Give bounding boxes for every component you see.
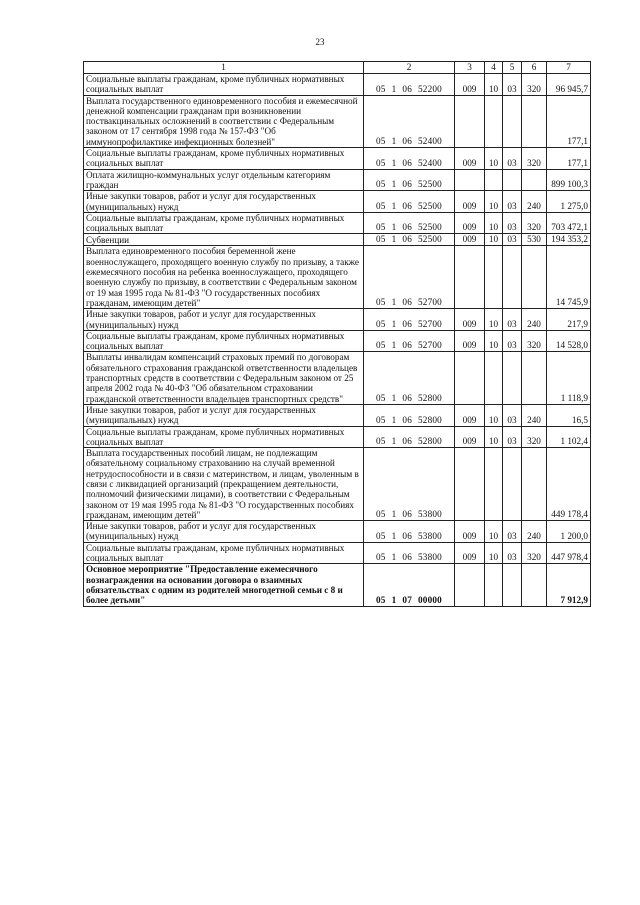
row-c6: 530 [522, 234, 547, 246]
code-part: 52500 [418, 200, 442, 211]
row-description: Выплата государственных пособий лицам, не подлежащим обязательному социальному страхованию на случай временной нетрудоспособности и в связи с материнством, и лицам, уволенным в связи с ликвидацией организаций (прекращением деятельности, полномочий физическими лицами), в соответствии с Федеральным законом от 19 мая 1995 года № 81-ФЗ "О государственных пособиях гражданам, имеющим детей" [84, 448, 364, 521]
code-part: 05 [376, 222, 386, 233]
row-c5: 03 [503, 148, 522, 170]
code-part: 52500 [418, 179, 442, 190]
code-part: 06 [402, 136, 412, 147]
row-code [364, 95, 455, 147]
code-part: 00000 [418, 594, 442, 605]
row-amount: 16,5 [547, 404, 591, 426]
row-amount: 7 912,9 [547, 564, 591, 606]
code-part: 06 [402, 234, 412, 245]
row-c6 [522, 448, 547, 521]
code-part: 06 [402, 436, 412, 447]
table-row [84, 352, 591, 404]
code-part: 1 [391, 136, 397, 147]
code-part: 1 [391, 318, 397, 329]
row-amount: 1 200,0 [547, 521, 591, 543]
row-description: Выплата государственного единовременного пособия и ежемесячной денежной компенсации гражданам при возникновении поствакцинальных осложнений в соответствии с Федеральным законом от 17 сентября 1998 года № 157-ФЗ "Об иммунопрофилактике инфекционных болезней" [84, 95, 364, 147]
row-description: Социальные выплаты гражданам, кроме публичных нормативных социальных выплат [84, 542, 364, 564]
row-c4: 10 [485, 234, 503, 246]
row-description: Иные закупки товаров, работ и услуг для государственных (муниципальных) нужд [84, 521, 364, 543]
row-c6: 320 [522, 212, 547, 234]
row-c3: 009 [455, 234, 485, 246]
row-code [364, 246, 455, 309]
row-c5 [503, 352, 522, 404]
row-c3: 009 [455, 404, 485, 426]
row-description: Иные закупки товаров, работ и услуг для государственных (муниципальных) нужд [84, 191, 364, 213]
row-c6: 320 [522, 74, 547, 96]
row-c5 [503, 169, 522, 191]
row-c4 [485, 564, 503, 606]
row-c6 [522, 169, 547, 191]
code-part: 1 [391, 414, 397, 425]
row-description: Выплаты инвалидам компенсаций страховых премий по договорам обязательного страхования гражданской ответственности владельцев транспортных средств в соответствии с Федеральным законом от 25 апреля 2002 года № 40-ФЗ "Об обязательном страховании гражданской ответственности владельцев транспортных средств" [84, 352, 364, 404]
row-amount: 1 275,0 [547, 191, 591, 213]
code-part: 05 [376, 509, 386, 520]
table-row [84, 234, 591, 246]
row-c4: 10 [485, 74, 503, 96]
row-c3 [455, 169, 485, 191]
row-description: Основное мероприятие "Предоставление ежемесячного вознаграждения на основании договора о взаимных обязательствах с одним из родителей многодетной семьи с 8 и более детьми" [84, 564, 364, 606]
code-part: 53800 [418, 509, 442, 520]
row-code [364, 542, 455, 564]
code-part: 1 [391, 179, 397, 190]
row-amount: 14 745,9 [547, 246, 591, 309]
code-part: 1 [391, 509, 397, 520]
row-c4 [485, 169, 503, 191]
column-header: 2 [364, 62, 455, 74]
code-part: 1 [391, 552, 397, 563]
row-c5 [503, 95, 522, 147]
row-c4 [485, 352, 503, 404]
row-c6 [522, 352, 547, 404]
table-row [84, 246, 591, 309]
code-part: 06 [402, 414, 412, 425]
code-part: 52700 [418, 297, 442, 308]
code-part: 05 [376, 318, 386, 329]
row-c4: 10 [485, 542, 503, 564]
row-description: Субвенции [84, 234, 364, 246]
code-part: 05 [376, 83, 386, 94]
row-c6: 240 [522, 521, 547, 543]
column-header: 6 [522, 62, 547, 74]
column-header: 3 [455, 62, 485, 74]
column-header: 4 [485, 62, 503, 74]
code-part: 1 [391, 157, 397, 168]
code-part: 1 [391, 297, 397, 308]
row-c5 [503, 564, 522, 606]
code-part: 06 [402, 318, 412, 329]
table-row [84, 169, 591, 191]
code-part: 06 [402, 222, 412, 233]
row-c6 [522, 564, 547, 606]
row-c5: 03 [503, 212, 522, 234]
row-code [364, 404, 455, 426]
row-code [364, 212, 455, 234]
column-header: 5 [503, 62, 522, 74]
code-part: 52700 [418, 340, 442, 351]
row-c3 [455, 448, 485, 521]
code-part: 52400 [418, 157, 442, 168]
row-amount: 14 528,0 [547, 330, 591, 352]
code-part: 05 [376, 297, 386, 308]
row-code [364, 74, 455, 96]
row-c5: 03 [503, 521, 522, 543]
row-c5: 03 [503, 191, 522, 213]
code-part: 05 [376, 594, 386, 605]
table-body [84, 74, 591, 607]
row-c4: 10 [485, 426, 503, 448]
row-c5: 03 [503, 426, 522, 448]
row-c6: 240 [522, 191, 547, 213]
row-c3: 009 [455, 212, 485, 234]
row-c5: 03 [503, 404, 522, 426]
code-part: 05 [376, 136, 386, 147]
budget-table [83, 61, 591, 607]
row-amount: 1 102,4 [547, 426, 591, 448]
code-part: 1 [391, 200, 397, 211]
row-c6: 240 [522, 404, 547, 426]
code-part: 52700 [418, 318, 442, 329]
code-part: 53800 [418, 530, 442, 541]
column-number-row [84, 62, 591, 74]
row-amount: 96 945,7 [547, 74, 591, 96]
code-part: 52200 [418, 83, 442, 94]
row-code [364, 426, 455, 448]
table-row [84, 148, 591, 170]
row-code [364, 191, 455, 213]
row-c3: 009 [455, 330, 485, 352]
row-c6 [522, 95, 547, 147]
row-code [364, 448, 455, 521]
code-part: 1 [391, 83, 397, 94]
table-row [84, 564, 591, 606]
table-row [84, 521, 591, 543]
table-row [84, 330, 591, 352]
code-part: 1 [391, 530, 397, 541]
row-amount: 703 472,1 [547, 212, 591, 234]
row-c4 [485, 246, 503, 309]
column-header: 1 [84, 62, 364, 74]
code-part: 06 [402, 297, 412, 308]
row-amount: 447 978,4 [547, 542, 591, 564]
row-c5: 03 [503, 330, 522, 352]
row-c6: 320 [522, 426, 547, 448]
row-description: Иные закупки товаров, работ и услуг для государственных (муниципальных) нужд [84, 404, 364, 426]
row-description: Социальные выплаты гражданам, кроме публичных нормативных социальных выплат [84, 74, 364, 96]
row-description: Социальные выплаты гражданам, кроме публичных нормативных социальных выплат [84, 426, 364, 448]
code-part: 1 [391, 392, 397, 403]
code-part: 06 [402, 179, 412, 190]
row-code [364, 521, 455, 543]
row-c5: 03 [503, 309, 522, 331]
row-code [364, 352, 455, 404]
row-description: Социальные выплаты гражданам, кроме публичных нормативных социальных выплат [84, 212, 364, 234]
code-part: 52500 [418, 222, 442, 233]
row-code [364, 234, 455, 246]
code-part: 52800 [418, 392, 442, 403]
row-c3: 009 [455, 191, 485, 213]
code-part: 1 [391, 436, 397, 447]
table-row [84, 191, 591, 213]
row-c4 [485, 95, 503, 147]
row-c6: 320 [522, 330, 547, 352]
row-c4 [485, 448, 503, 521]
table-row [84, 309, 591, 331]
row-amount: 177,1 [547, 95, 591, 147]
row-c4: 10 [485, 148, 503, 170]
row-code [364, 309, 455, 331]
row-c5: 03 [503, 542, 522, 564]
row-c3 [455, 95, 485, 147]
code-part: 05 [376, 200, 386, 211]
table-row [84, 448, 591, 521]
table-row [84, 542, 591, 564]
code-part: 06 [402, 392, 412, 403]
row-code [364, 330, 455, 352]
row-description: Оплата жилищно-коммунальных услуг отдельным категориям граждан [84, 169, 364, 191]
row-code [364, 564, 455, 606]
row-c6: 240 [522, 309, 547, 331]
code-part: 1 [391, 222, 397, 233]
row-amount: 217,9 [547, 309, 591, 331]
row-c6: 320 [522, 542, 547, 564]
page-number: 23 [315, 37, 325, 47]
row-c5 [503, 448, 522, 521]
code-part: 06 [402, 509, 412, 520]
code-part: 05 [376, 436, 386, 447]
code-part: 07 [402, 594, 412, 605]
code-part: 05 [376, 552, 386, 563]
row-c4: 10 [485, 330, 503, 352]
code-part: 1 [391, 340, 397, 351]
table-row [84, 404, 591, 426]
row-c4: 10 [485, 309, 503, 331]
code-part: 1 [391, 234, 397, 245]
code-part: 06 [402, 530, 412, 541]
row-amount: 177,1 [547, 148, 591, 170]
row-c3 [455, 564, 485, 606]
row-c4: 10 [485, 212, 503, 234]
code-part: 06 [402, 157, 412, 168]
row-description: Социальные выплаты гражданам, кроме публичных нормативных социальных выплат [84, 330, 364, 352]
row-code [364, 148, 455, 170]
row-c6 [522, 246, 547, 309]
row-c3: 009 [455, 74, 485, 96]
row-amount: 449 178,4 [547, 448, 591, 521]
row-description: Социальные выплаты гражданам, кроме публичных нормативных социальных выплат [84, 148, 364, 170]
row-description: Выплата единовременного пособия беременной жене военнослужащего, проходящего военную службу по призыву, а также ежемесячного пособия на ребенка военнослужащего, проходящего военную службу по призыву, в соответствии с Федеральным законом от 19 мая 1995 года № 81-ФЗ "О государственных пособиях гражданам, имеющим детей" [84, 246, 364, 309]
code-part: 05 [376, 179, 386, 190]
row-c4: 10 [485, 521, 503, 543]
column-header: 7 [547, 62, 591, 74]
code-part: 52400 [418, 136, 442, 147]
table-row [84, 426, 591, 448]
row-c6: 320 [522, 148, 547, 170]
table-row [84, 95, 591, 147]
row-c4: 10 [485, 191, 503, 213]
code-part: 06 [402, 200, 412, 211]
code-part: 05 [376, 392, 386, 403]
row-c3: 009 [455, 542, 485, 564]
code-part: 06 [402, 83, 412, 94]
code-part: 1 [391, 594, 397, 605]
code-part: 53800 [418, 552, 442, 563]
row-description: Иные закупки товаров, работ и услуг для государственных (муниципальных) нужд [84, 309, 364, 331]
row-code [364, 169, 455, 191]
row-c3 [455, 352, 485, 404]
row-amount: 899 100,3 [547, 169, 591, 191]
table-row [84, 212, 591, 234]
row-c5: 03 [503, 234, 522, 246]
table-row [84, 74, 591, 96]
code-part: 06 [402, 552, 412, 563]
code-part: 52500 [418, 234, 442, 245]
code-part: 05 [376, 157, 386, 168]
code-part: 05 [376, 414, 386, 425]
row-amount: 194 353,2 [547, 234, 591, 246]
row-c3: 009 [455, 309, 485, 331]
code-part: 52800 [418, 414, 442, 425]
code-part: 05 [376, 234, 386, 245]
row-c5: 03 [503, 74, 522, 96]
row-amount: 1 118,9 [547, 352, 591, 404]
row-c3: 009 [455, 148, 485, 170]
row-c3: 009 [455, 521, 485, 543]
row-c5 [503, 246, 522, 309]
row-c4: 10 [485, 404, 503, 426]
code-part: 06 [402, 340, 412, 351]
code-part: 52800 [418, 436, 442, 447]
row-c3 [455, 246, 485, 309]
code-part: 05 [376, 340, 386, 351]
code-part: 05 [376, 530, 386, 541]
row-c3: 009 [455, 426, 485, 448]
